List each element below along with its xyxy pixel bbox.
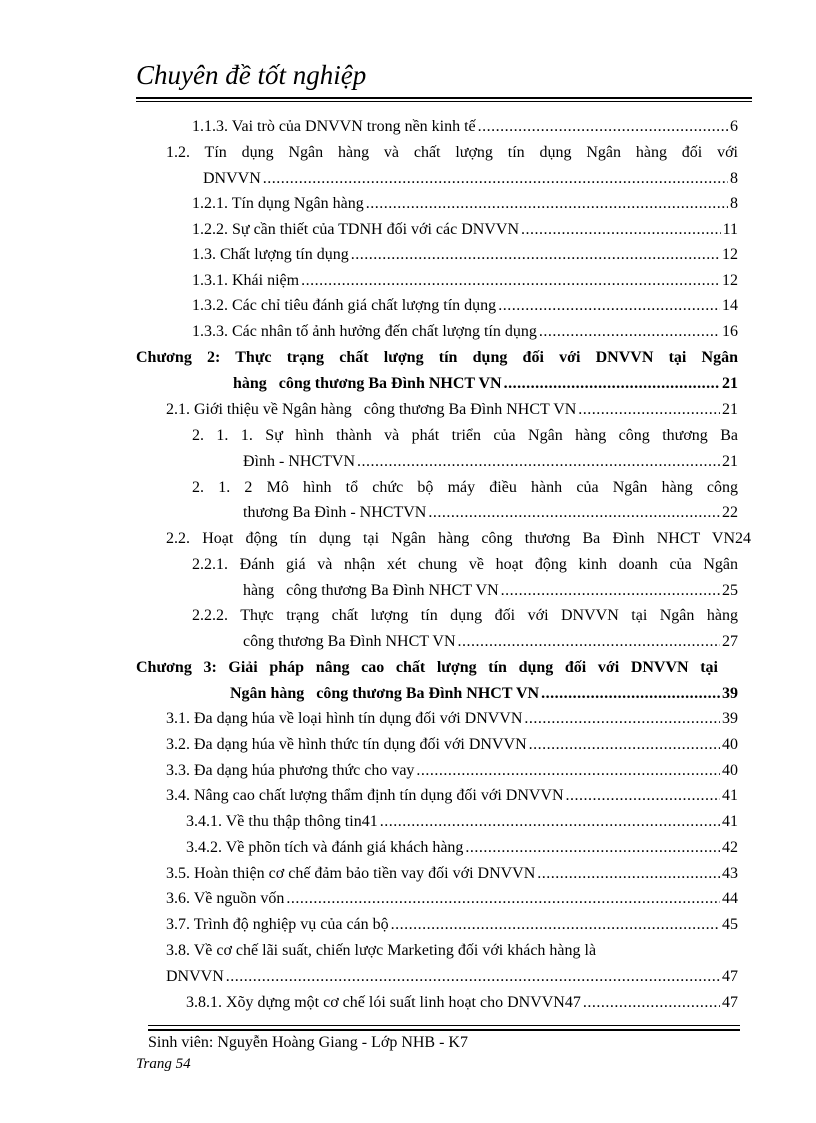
- toc-chapter-heading[interactable]: Chương 2: Thực trạng chất lượng tín dụng đối với DNVVN tại Ngân: [136, 349, 738, 366]
- toc-entry[interactable]: 2.2.1. Đánh giá và nhận xét chung về hoạt động kinh doanh của Ngân: [192, 556, 738, 573]
- toc-entry[interactable]: Ngân hàng công thương Ba Đình NHCT VN ..... 39: [230, 684, 738, 704]
- page-number: Trang 54: [136, 1056, 191, 1072]
- toc-entry[interactable]: 2. 1. 2 Mô hình tổ chức bộ máy điều hành của Ngân hàng công: [192, 479, 738, 496]
- toc-entry[interactable]: 3.4. Nâng cao chất lượng thẩm định tín dụng đối với DNVVN ..... 41: [166, 786, 738, 806]
- toc-entry[interactable]: 1.2.1. Tín dụng Ngân hàng ..... 8: [192, 194, 738, 214]
- toc-entry[interactable]: 2.2.2. Thực trạng chất lượng tín dụng đối với DNVVN tại Ngân hàng: [192, 607, 738, 624]
- toc-entry[interactable]: Đình - NHCTVN ..... 21: [243, 452, 738, 472]
- toc-entry[interactable]: 1.2. Tín dụng Ngân hàng và chất lượng tín dụng Ngân hàng đối với: [166, 144, 738, 161]
- toc-entry[interactable]: 1.2.2. Sự cần thiết của TDNH đối với các DNVVN ..... 11: [192, 220, 738, 240]
- toc-entry[interactable]: 3.7. Trình độ nghiệp vụ của cán bộ ..... 45: [166, 915, 738, 935]
- toc-entry[interactable]: hàng công thương Ba Đình NHCT VN ..... 25: [243, 581, 738, 601]
- toc-entry[interactable]: 2.1. Giới thiệu về Ngân hàng công thương Ba Đình NHCT VN ..... 21: [166, 400, 738, 420]
- toc-entry[interactable]: DNVVN ..... 8: [203, 169, 738, 189]
- toc-entry[interactable]: 1.1.3. Vai trò của DNVVN trong nền kinh tế ..... 6: [192, 117, 738, 137]
- toc-entry[interactable]: thương Ba Đình - NHCTVN ..... 22: [243, 503, 738, 523]
- toc-entry[interactable]: 3.3. Đa dạng húa phương thức cho vay ..... 40: [166, 761, 738, 781]
- toc-entry[interactable]: 3.4.1. Về thu thập thông tin41 ..... 41: [186, 812, 738, 832]
- toc-entry[interactable]: 3.8. Về cơ chế lãi suất, chiến lược Marketing đối với khách hàng là: [166, 942, 597, 959]
- toc-chapter-heading[interactable]: Chương 3: Giải pháp nâng cao chất lượng tín dụng đối với DNVVN tại: [136, 659, 718, 676]
- toc-entry[interactable]: 1.3.1. Khái niệm ..... 12: [192, 271, 738, 291]
- toc-entry[interactable]: 3.8.1. Xõy dựng một cơ chế lói suất linh hoạt cho DNVVN47 ..... 47: [186, 993, 738, 1013]
- toc-entry[interactable]: DNVVN ..... 47: [166, 967, 738, 987]
- document-title: Chuyên đề tốt nghiệp: [136, 60, 367, 90]
- toc-entry[interactable]: 3.1. Đa dạng húa về loại hình tín dụng đối với DNVVN ..... 39: [166, 709, 738, 729]
- toc-entry[interactable]: 3.5. Hoàn thiện cơ chế đảm bảo tiền vay đối với DNVVN ..... 43: [166, 864, 738, 884]
- toc-entry[interactable]: 1.3.2. Các chỉ tiêu đánh giá chất lượng tín dụng ..... 14: [192, 296, 738, 316]
- footer-rule-thick: [148, 1029, 740, 1031]
- toc-entry[interactable]: 3.4.2. Về phõn tích và đánh giá khách hàng ..... 42: [186, 838, 738, 858]
- toc-entry[interactable]: 1.3. Chất lượng tín dụng ..... 12: [192, 245, 738, 265]
- toc-entry[interactable]: 3.2. Đa dạng húa về hình thức tín dụng đối với DNVVN ..... 40: [166, 735, 738, 755]
- toc-entry[interactable]: 2. 1. 1. Sự hình thành và phát triển của Ngân hàng công thương Ba: [192, 427, 738, 444]
- toc-entry[interactable]: 2.2. Hoạt động tín dụng tại Ngân hàng công thương Ba Đình NHCT VN24: [166, 530, 751, 547]
- footer-rule-thin: [148, 1025, 740, 1026]
- toc-entry[interactable]: công thương Ba Đình NHCT VN ..... 27: [243, 632, 738, 652]
- toc-entry[interactable]: 3.6. Về nguồn vốn ..... 44: [166, 889, 738, 909]
- toc-entry[interactable]: hàng công thương Ba Đình NHCT VN ..... 21: [233, 374, 738, 394]
- toc-entry[interactable]: 1.3.3. Các nhân tố ảnh hưởng đến chất lượng tín dụng ..... 16: [192, 322, 738, 342]
- student-info: Sinh viên: Nguyễn Hoàng Giang - Lớp NHB - K7: [148, 1034, 468, 1051]
